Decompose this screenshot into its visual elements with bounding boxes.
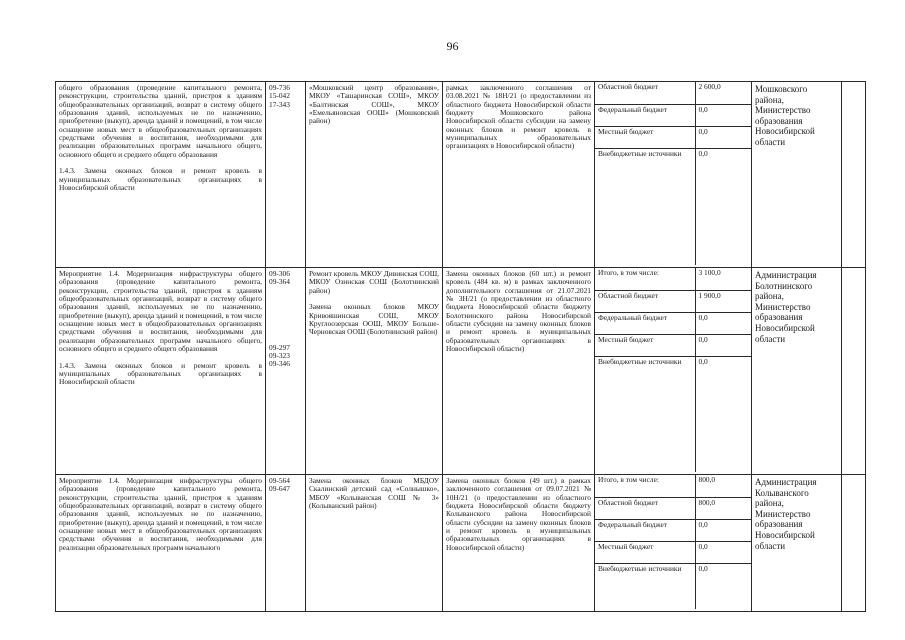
finance-source: Итого, в том числе: [595, 475, 695, 497]
finance-source: Внебюджетные источники [595, 356, 695, 472]
table-row [56, 82, 866, 268]
event-cell [56, 82, 266, 268]
object-code: 15-042 [269, 91, 290, 101]
object-code: 09-364 [269, 277, 290, 287]
finance-amount: 800,0 [695, 475, 752, 497]
finance-amount: 0,0 [695, 312, 752, 334]
finance-table [595, 475, 752, 609]
finance-amount: 0,0 [695, 104, 752, 126]
object-cell [306, 268, 443, 475]
empty-cell [842, 475, 866, 612]
finance-cell [595, 82, 752, 268]
finance-source: Местный бюджет [595, 334, 695, 356]
object-code: 09-346 [269, 359, 290, 369]
finance-cell [595, 475, 752, 612]
object-list: Замена оконных блоков МКОУ Кривояшинская СОШ, МКОУ Круглоозерская ООШ, МКОУ Больше-Черновская ООШ (Болотнинский район) [309, 302, 439, 337]
finance-amount: 0,0 [695, 334, 752, 356]
description-text: рамках заключенного соглашения от 03.08.2021 № 18Н/21 (о предоставлении из областного бюджета Новосибирской области бюджету Мошковского района Новосибирской области субсидии на замену оконных блоков и ремонт кровель в муниципальных образовательных организациях в Новосибирской области) [446, 83, 591, 151]
description-cell [443, 82, 595, 268]
object-cell [306, 82, 443, 268]
event-text: общего образования (проведение капитального ремонта, реконструкции, строительства зданий, пристроя к зданиям общеобразовательных организаций, возврат в систему общего образования зданий, используемых не по назначению, приобретение (выкуп), аренда зданий и помещений, в том числе оснащение новых мест в общеобразовательных организациях средствами обучения и воспитания, необходимыми для реализации образовательных программ начального общего, основного общего и среднего общего образования [59, 83, 262, 159]
finance-table [595, 268, 752, 472]
object-code: 09-736 [269, 83, 290, 92]
object-code: 09-323 [269, 351, 290, 361]
event-text: Мероприятие 1.4. Модернизация инфраструктуры общего образования (проведение капитального ремонта, реконструкции, строительства зданий, пристроя к зданиям общеобразовательных организаций, возврат в систему общего образования зданий, используемых не по назначению, приобретение (выкуп), аренда зданий и помещений, в том числе оснащение новых мест в общеобразовательных организациях средствами обучения и воспитания, необходимыми для реализации образовательных программ начального общего, основного общего и среднего общего образования [59, 269, 262, 354]
object-list: Замена оконных блоков МБДОУ Скалинский детский сад «Солнышко», МБОУ «Колыванская СОШ № 3» (Колыванский район) [309, 476, 439, 511]
finance-source: Областной бюджет [595, 82, 695, 104]
responsible-text: Администрация Болотнинского района, Министерство образования Новосибирской области [755, 270, 817, 344]
object-list: Ремонт кровель МКОУ Дивинская СОШ, МКОУ Озинская СОШ (Болотнинский район) [309, 269, 439, 295]
event-subitem: 1.4.3. Замена оконных блоков и ремонт кровель в муниципальных образовательных организациях в Новосибирской области [59, 166, 262, 193]
finance-source: Местный бюджет [595, 541, 695, 563]
finance-amount: 1 900,0 [695, 290, 752, 312]
description-text: Замена оконных блоков (49 шт.) в рамках заключенного соглашения от 09.07.2021 № 10Н/21 (о предоставлении из областного бюджета Новосибирской области бюджету Колыванского района Новосибирской области субсидии на замену оконных блоков и ремонт кровель в муниципальных образовательных организациях в Новосибирской области) [446, 476, 591, 552]
code-cell [266, 82, 306, 268]
responsible-cell [752, 268, 842, 475]
finance-amount: 800,0 [695, 497, 752, 519]
finance-source: Внебюджетные источники [595, 148, 695, 265]
object-code: 09-306 [269, 269, 290, 278]
description-cell [443, 475, 595, 612]
responsible-cell [752, 82, 842, 268]
finance-source: Федеральный бюджет [595, 312, 695, 334]
empty-cell [842, 82, 866, 268]
finance-amount: 0,0 [698, 356, 708, 366]
responsible-text: Мошковского района, Министерство образования Новосибирской области [755, 84, 815, 147]
object-code: 09-297 [269, 342, 290, 352]
page-number: 96 [446, 39, 459, 53]
table-row [56, 268, 866, 475]
finance-source: Итого, в том числе: [595, 268, 695, 290]
finance-source: Федеральный бюджет [595, 519, 695, 541]
finance-cell [595, 268, 752, 475]
object-code: 09-564 [269, 476, 290, 485]
finance-amount: 0,0 [695, 126, 752, 148]
description-cell [443, 268, 595, 475]
object-cell [306, 475, 443, 612]
responsible-cell [752, 475, 842, 612]
code-cell [266, 475, 306, 612]
program-table [55, 81, 866, 612]
finance-source: Областной бюджет [595, 497, 695, 519]
finance-source: Местный бюджет [595, 126, 695, 148]
finance-amount: 0,0 [698, 148, 708, 158]
empty-cell [842, 268, 866, 475]
table-row [56, 475, 866, 612]
finance-amount: 3 100,0 [695, 268, 752, 290]
event-text: Мероприятие 1.4. Модернизация инфраструктуры общего образования (проведение капитального ремонта, реконструкции, строительства зданий, пристроя к зданиям общеобразовательных организаций, возврат в систему общего образования зданий, используемых не по назначению, приобретение (выкуп), аренда зданий и помещений, в том числе оснащение новых мест в общеобразовательных организациях средствами обучения и воспитания, необходимыми для реализации образовательных программ начального [59, 476, 262, 552]
responsible-text: Администрация Колыванского района, Министерство образования Новосибирской области [755, 477, 817, 551]
event-cell [56, 268, 266, 475]
event-subitem: 1.4.3. Замена оконных блоков и ремонт кровель в муниципальных образовательных организациях в Новосибирской области [59, 360, 262, 387]
object-list: «Мошковский центр образования», МКОУ «Ташаринская СОШ», МКОУ «Балтинская СОШ», МКОУ «Емельяновская ООШ» (Мошковский район) [309, 83, 439, 126]
finance-amount: 0,0 [695, 519, 752, 541]
code-cell [266, 268, 306, 475]
finance-table [595, 82, 752, 265]
finance-source: Федеральный бюджет [595, 104, 695, 126]
finance-source: Внебюджетные источники [595, 563, 695, 609]
finance-amount: 0,0 [695, 541, 752, 563]
event-cell [56, 475, 266, 612]
description-text: Замена оконных блоков (60 шт.) и ремонт кровель (484 кв. м) в рамках заключенного дополнительного соглашения от 21.07.2021 № 3Н/21 (о предоставлении из областного бюджета Новосибирской области бюджету Болотнинского района Новосибирской области субсидии на замену оконных блоков и ремонт кровель в муниципальных образовательных организациях в Новосибирской области) [446, 269, 591, 354]
object-code: 09-647 [269, 484, 290, 494]
finance-amount: 0,0 [698, 563, 708, 573]
object-code: 17-343 [269, 99, 290, 109]
finance-amount: 2 600,0 [695, 82, 752, 104]
finance-source: Областной бюджет [595, 290, 695, 312]
